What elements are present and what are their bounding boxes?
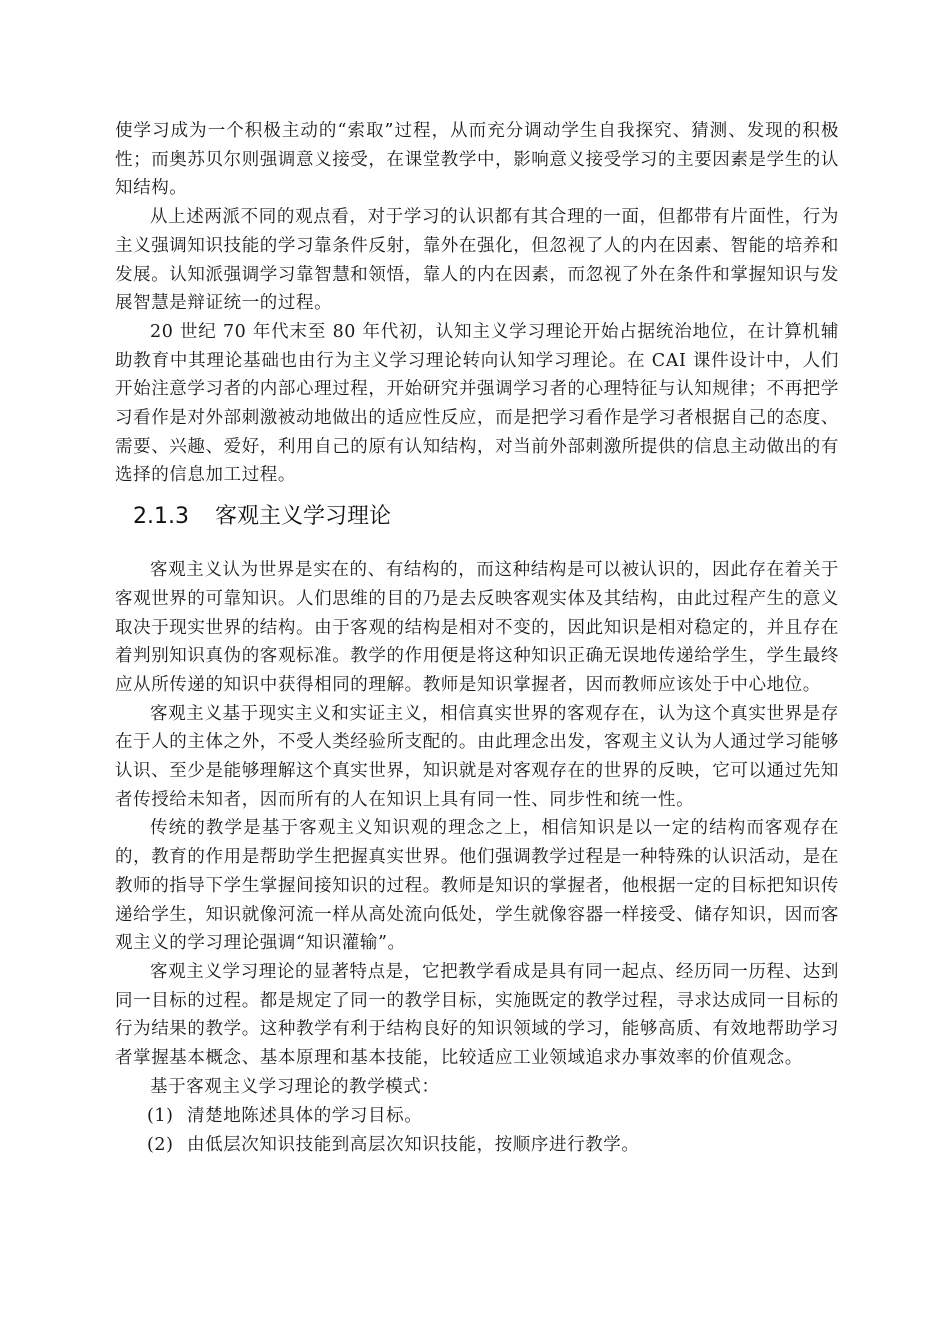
- section-heading: [133, 500, 839, 534]
- list-item: [115, 1131, 839, 1160]
- paragraph: 20 世纪 70 年代末至 80 年代初，认知主义学习理论开始占据统治地位，在计算机辅助教育中其理论基础也由行为主义学习理论转向认知学习理论。在 CAI 课件设计中，人们开始注意学习者的内部心理过程，开始研究并强调学习者的心理特征与认知规律；不再把学习看作是对外部刺激被动地做出的适应性反应，而是把学习看作是学习者根据自己的态度、需要、兴趣、爱好，利用自己的原有认知结构，对当前外部刺激所提供的信息主动做出的有选择的信息加工过程。: [115, 321, 839, 486]
- paragraph: 基于客观主义学习理论的教学模式：: [150, 1076, 440, 1097]
- paragraph: 从上述两派不同的观点看，对于学习的认识都有其合理的一面，但都带有片面性，行为主义强调知识技能的学习靠条件反射，靠外在强化，但忽视了人的内在因素、智能的培养和发展。认知派强调学习靠智慧和领悟，靠人的内在因素，而忽视了外在条件和掌握知识与发展智慧是辩证统一的过程。: [115, 207, 839, 314]
- paragraph: 客观主义基于现实主义和实证主义，相信真实世界的客观存在，认为这个真实世界是存在于人的主体之外，不受人类经验所支配的。由此理念出发，客观主义认为人通过学习能够认识、至少是能够理解这个真实世界，知识就是对客观存在的世界的反映，它可以通过先知者传授给未知者，因而所有的人在知识上具有同一性、同步性和统一性。: [115, 703, 839, 810]
- section-title: 客观主义学习理论: [214, 504, 391, 530]
- paragraph-continuation: 使学习成为一个积极主动的“索取”过程，从而充分调动学生自我探究、猜测、发现的积极性；而奥苏贝尔则强调意义接受，在课堂教学中，影响意义接受学习的主要因素是学生的认知结构。: [115, 121, 839, 199]
- list-marker: (2): [147, 1134, 174, 1155]
- document-page: [115, 117, 839, 1160]
- paragraph: 传统的教学是基于客观主义知识观的理念之上，相信知识是以一定的结构而客观存在的，教育的作用是帮助学生把握真实世界。他们强调教学过程是一种特殊的认识活动，是在教师的指导下学生掌握间接知识的过程。教师是知识的掌握者，他根据一定的目标把知识传递给学生，知识就像河流一样从高处流向低处，学生就像容器一样接受、储存知识，因而客观主义的学习理论强调“知识灌输”。: [115, 818, 839, 954]
- paragraph: 客观主义认为世界是实在的、有结构的，而这种结构是可以被认识的，因此存在着关于客观世界的可靠知识。人们思维的目的乃是去反映客观实体及其结构，由此过程产生的意义取决于现实世界的结构。由于客观的结构是相对不变的，因此知识是相对稳定的，并且存在着判别知识真伪的客观标准。教学的作用便是将这种知识正确无误地传递给学生，学生最终应从所传递的知识中获得相同的理解。教师是知识掌握者，因而教师应该处于中心地位。: [115, 560, 839, 695]
- list-item-text: 由低层次知识技能到高层次知识技能，按顺序进行教学。: [187, 1134, 640, 1155]
- section-number: 2.1.3: [133, 504, 189, 530]
- list-item: [115, 1102, 839, 1131]
- list-marker: (1): [147, 1105, 174, 1126]
- list-item-text: 清楚地陈述具体的学习目标。: [187, 1105, 423, 1126]
- paragraph: 客观主义学习理论的显著特点是，它把教学看成是具有同一起点、经历同一历程、达到同一目标的过程。都是规定了同一的教学目标，实施既定的教学过程，寻求达成同一目标的行为结果的教学。这种教学有利于结构良好的知识领域的学习，能够高质、有效地帮助学习者掌握基本概念、基本原理和基本技能，比较适应工业领域追求办事效率的价值观念。: [115, 961, 839, 1069]
